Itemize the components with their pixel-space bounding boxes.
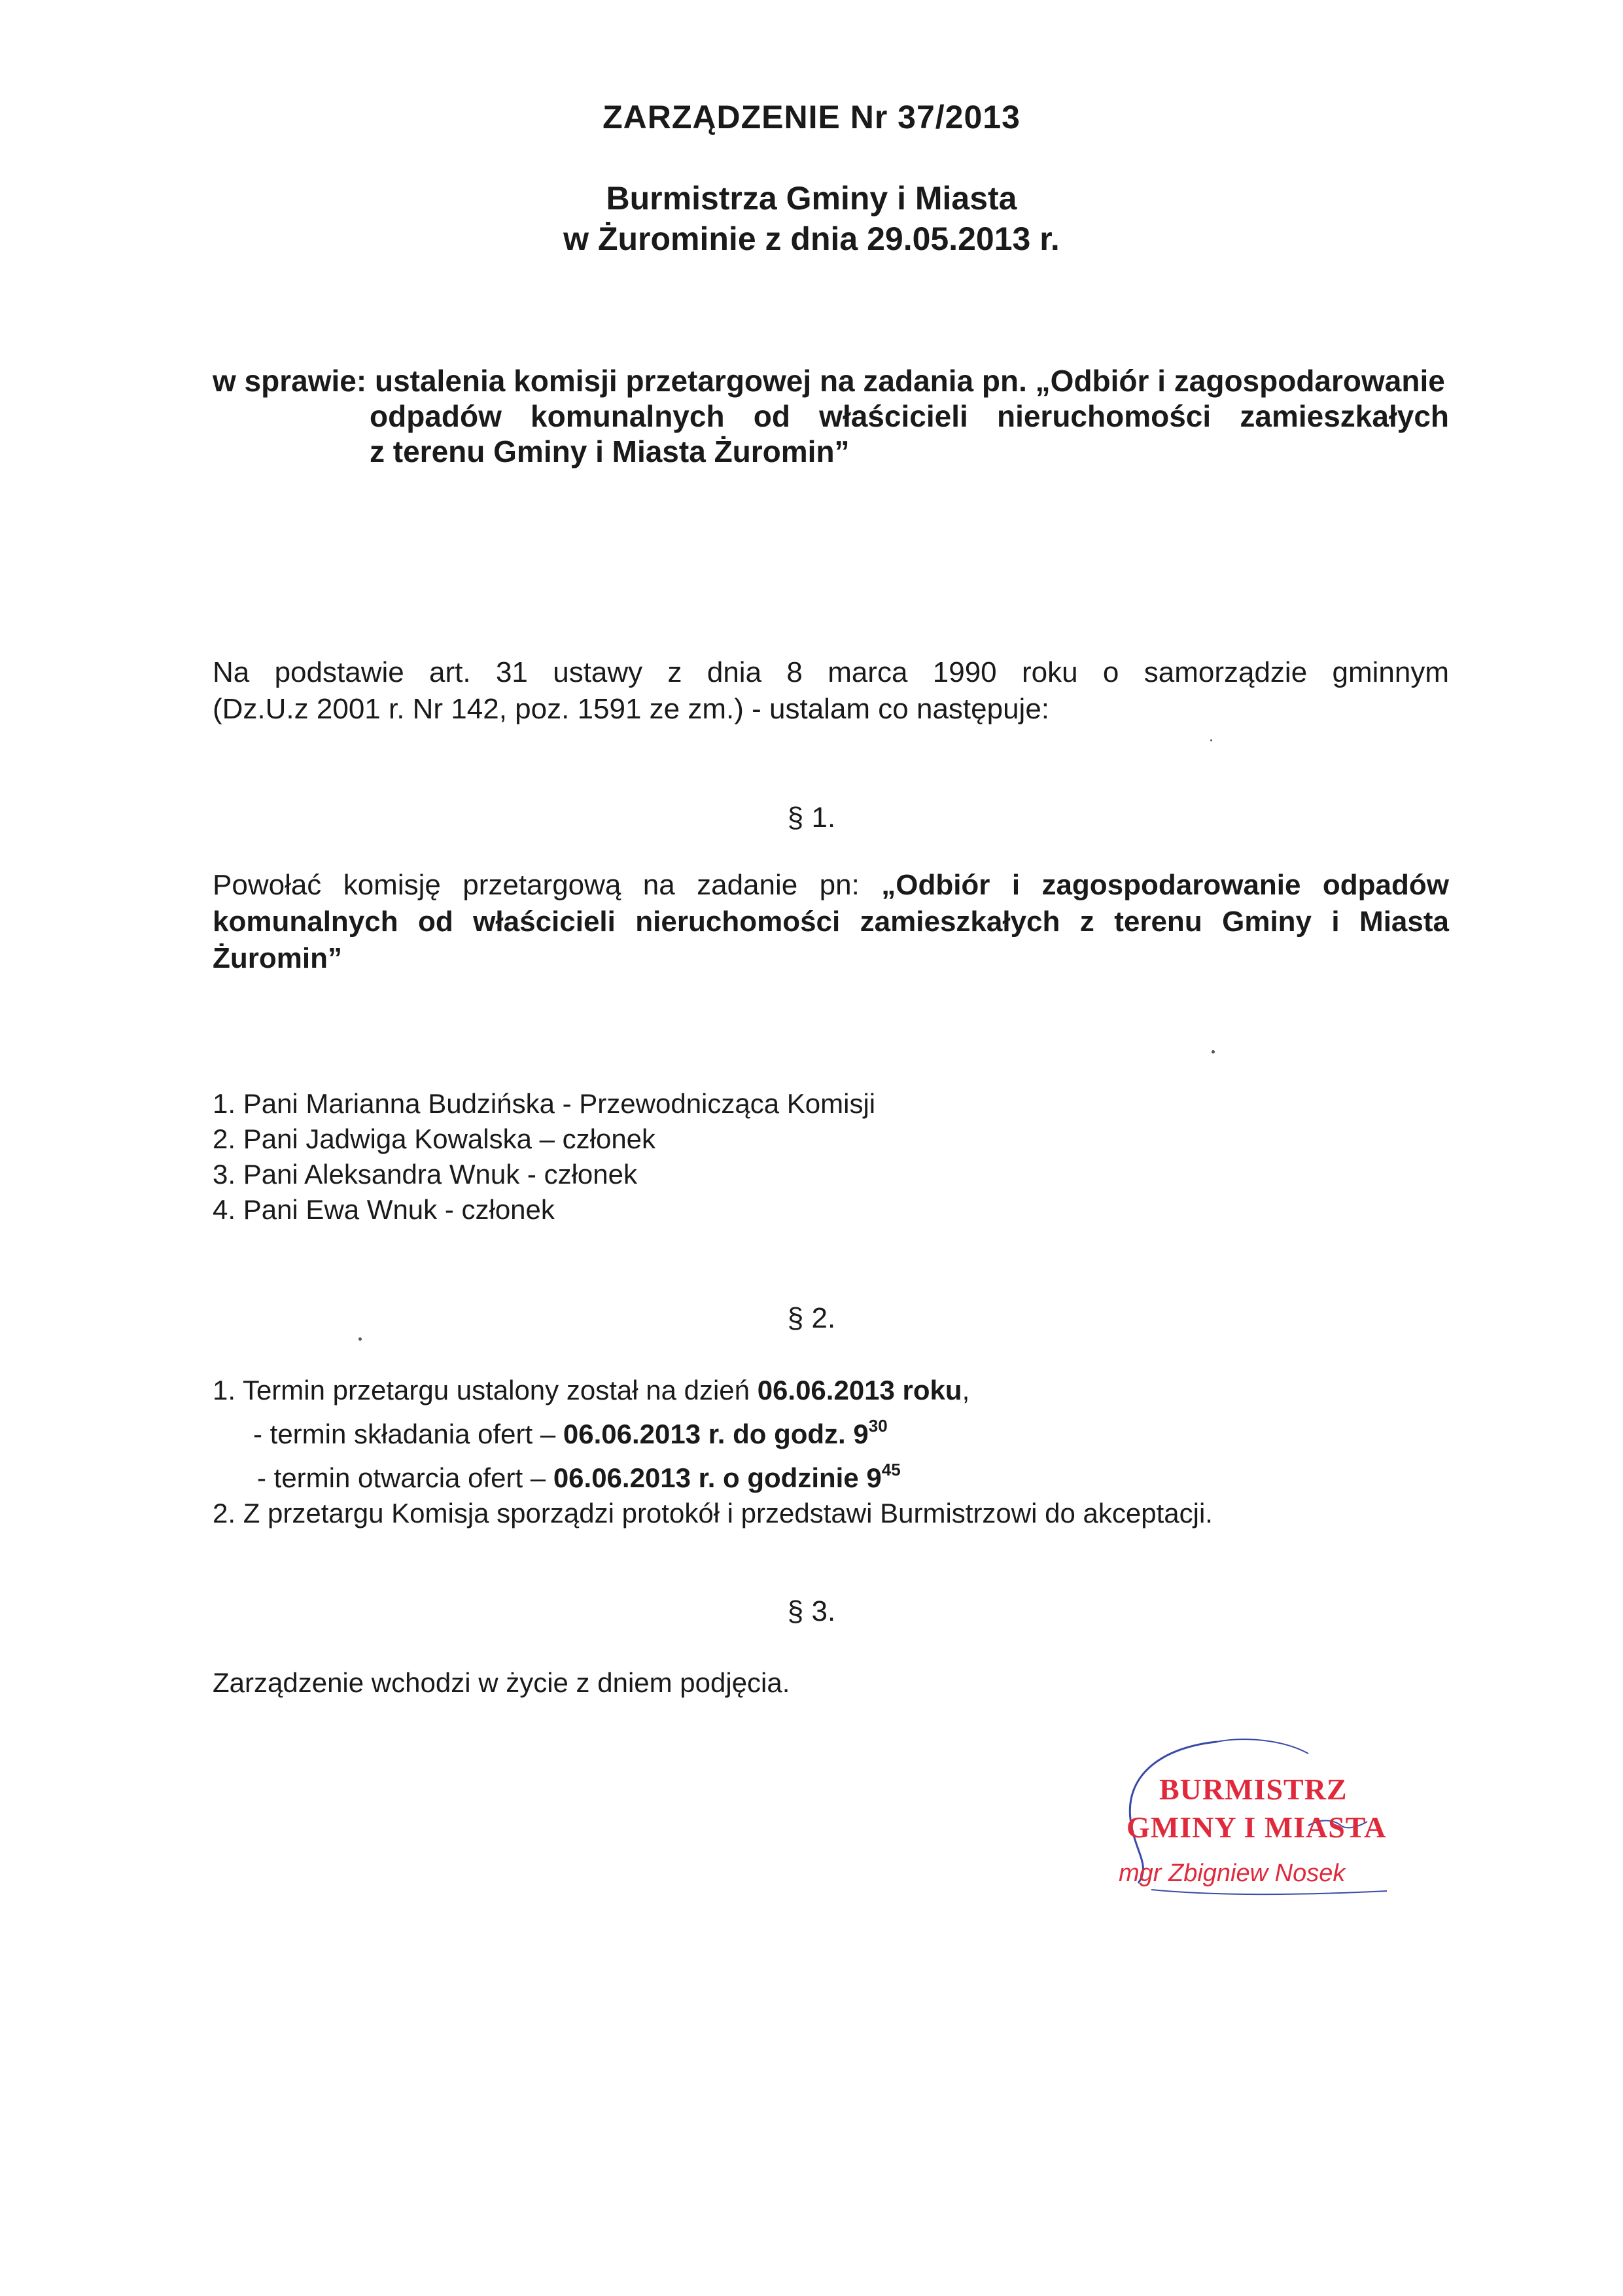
list-item <box>213 1373 1213 1408</box>
section-1-text <box>213 867 1449 977</box>
term-item-1-plain: 1. Termin przetargu ustalony został na dzień <box>213 1375 758 1405</box>
offer-opening-bold: 06.06.2013 r. o godzinie 9 <box>553 1462 882 1493</box>
term-item-1-tail: , <box>962 1375 970 1405</box>
list-item: 3. Pani Aleksandra Wnuk - członek <box>213 1159 637 1190</box>
section-3-heading: § 3. <box>787 1595 836 1627</box>
section-1-line-1 <box>213 867 1449 904</box>
subject-block <box>213 363 1449 469</box>
scan-speck <box>1210 739 1212 741</box>
document-title: ZARZĄDZENIE Nr 37/2013 <box>602 99 1021 135</box>
subject-line-2: odpadów komunalnych od właścicieli nieruchomości zamieszkałych <box>370 399 1449 433</box>
issuer-line-2: w Żurominie z dnia 29.05.2013 r. <box>563 221 1060 257</box>
list-item <box>213 1452 1213 1496</box>
commission-members-list <box>213 1086 875 1227</box>
offer-deadline-plain: - termin składania ofert – <box>253 1419 563 1449</box>
section-1-plain: Powołać komisję przetargową na zadanie pn: <box>213 869 860 901</box>
section-1-bold-2: komunalnych od właścicieli nieruchomości zamieszkałych z terenu Gminy i Miasta <box>213 906 1449 938</box>
section-1-heading: § 1. <box>787 802 836 834</box>
official-stamp <box>1112 1727 1400 1924</box>
term-item-1-date: 06.06.2013 roku <box>757 1375 962 1405</box>
stamp-name: mgr Zbigniew Nosek <box>1119 1860 1346 1887</box>
offer-deadline-bold: 06.06.2013 r. do godz. 9 <box>563 1419 869 1449</box>
list-item <box>213 1408 1213 1452</box>
subject-line-3: z terenu Gminy i Miasta Żuromin” <box>370 434 850 468</box>
scan-speck <box>1212 1050 1215 1053</box>
list-item: 2. Pani Jadwiga Kowalska – członek <box>213 1123 656 1154</box>
list-item: 1. Pani Marianna Budzińska - Przewodnicząca Komisji <box>213 1088 876 1119</box>
offer-deadline-minutes: 30 <box>868 1416 888 1436</box>
section-2-heading: § 2. <box>787 1302 836 1334</box>
issuer-line-1: Burmistrza Gminy i Miasta <box>606 180 1017 217</box>
legal-basis-line-2: (Dz.U.z 2001 r. Nr 142, poz. 1591 ze zm.) - ustalam co następuje: <box>213 693 1050 725</box>
offer-opening-minutes: 45 <box>881 1460 901 1479</box>
legal-basis <box>213 654 1449 728</box>
stamp-office: GMINY I MIASTA <box>1126 1810 1387 1844</box>
stamp-title: BURMISTRZ <box>1159 1773 1348 1806</box>
terms-list <box>213 1373 1213 1531</box>
subject-line-1: w sprawie: ustalenia komisji przetargowej na zadania pn. „Odbiór i zagospodarowanie <box>213 364 1445 398</box>
section-3-text: Zarządzenie wchodzi w życie z dniem podjęcia. <box>213 1667 790 1698</box>
list-item: 2. Z przetargu Komisja sporządzi protokół i przedstawi Burmistrzowi do akceptacji. <box>213 1498 1213 1528</box>
section-1-bold-3: Żuromin” <box>213 942 342 974</box>
scan-speck <box>358 1337 362 1341</box>
legal-basis-line-1: Na podstawie art. 31 ustawy z dnia 8 marca 1990 roku o samorządzie gminnym <box>213 656 1449 688</box>
offer-opening-plain: - termin otwarcia ofert – <box>257 1462 553 1493</box>
section-1-bold-1: „Odbiór i zagospodarowanie odpadów <box>881 869 1449 901</box>
issuer-block <box>0 178 1623 259</box>
list-item: 4. Pani Ewa Wnuk - członek <box>213 1194 555 1225</box>
